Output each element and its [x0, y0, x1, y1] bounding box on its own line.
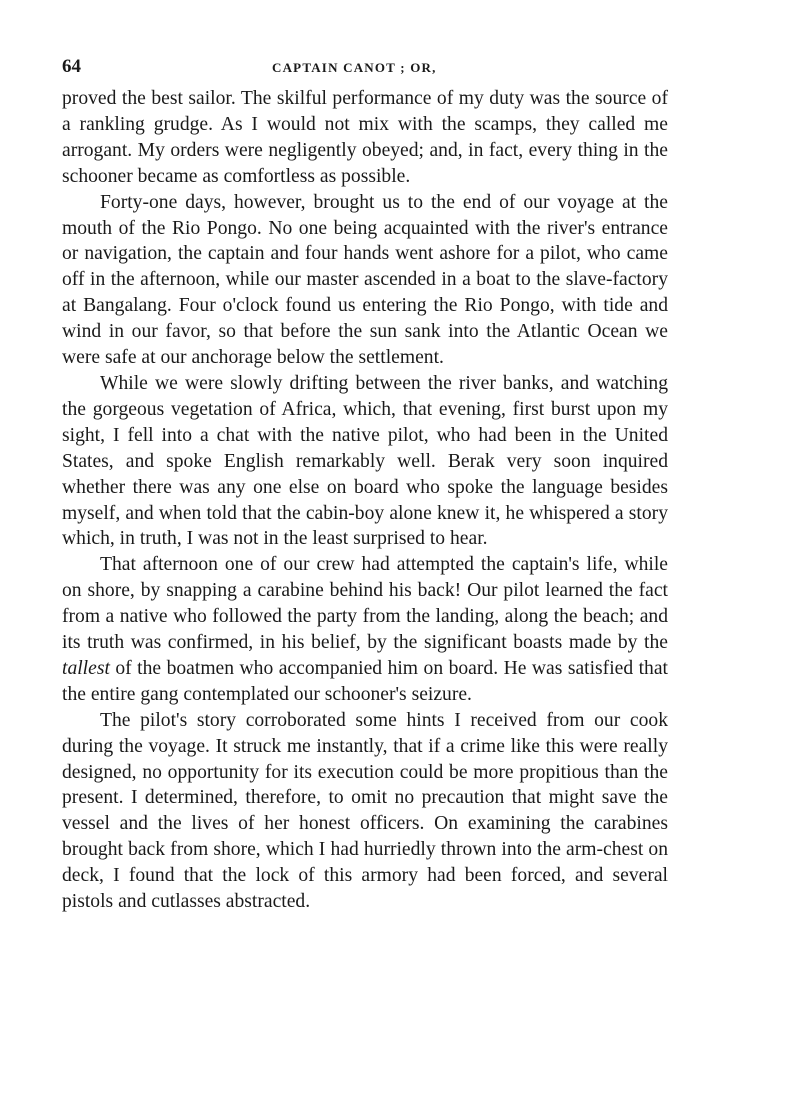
paragraph-4-part-2: of the boatmen who accompanied him on board. He was satisfied that the entire gang contemplated our schooner's seizure. [62, 657, 668, 705]
paragraph-4-part-1: That afternoon one of our crew had attempted the captain's life, while on shore, by snapping a carabine behind his back! Our pilot learned the fact from a native who followed the party from the landing, along the beach; and its truth was confirmed, in his belief, by the significant boasts made by the [62, 554, 668, 654]
page-number: 64 [62, 56, 81, 77]
running-head: CAPTAIN CANOT ; OR, [272, 60, 437, 75]
book-page [62, 52, 668, 915]
emphasized-word: tallest [62, 657, 110, 679]
paragraph-5: The pilot's story corroborated some hints I received from our cook during the voyage. It struck me instantly, that if a crime like this were really designed, no opportunity for its execution could be more propitious than the present. I determined, therefore, to omit no precaution that might save the vessel and the lives of her honest officers. On examining the carabines brought back from shore, which I had hurriedly thrown into the arm-chest on deck, I found that the lock of this armory had been forced, and several pistols and cutlasses abstracted. [62, 709, 668, 913]
paragraph-1: proved the best sailor. The skilful performance of my duty was the source of a rankling grudge. As I would not mix with the scamps, they called me arrogant. My orders were negligently obeyed; and, in fact, every thing in the schooner became as comfortless as possible. [62, 88, 668, 187]
page-header [62, 52, 668, 86]
body-text [62, 86, 668, 915]
paragraph-2: Forty-one days, however, brought us to the end of our voyage at the mouth of the Rio Pongo. No one being acquainted with the river's entrance or navigation, the captain and four hands went ashore for a pilot, who came off in the afternoon, while our master ascended in a boat to the slave-factory at Bangalang. Four o'clock found us entering the Rio Pongo, with tide and wind in our favor, so that before the sun sank into the Atlantic Ocean we were safe at our anchorage below the settlement. [62, 191, 668, 369]
paragraph-4 [62, 552, 668, 707]
paragraph-3: While we were slowly drifting between the river banks, and watching the gorgeous vegetation of Africa, which, that evening, first burst upon my sight, I fell into a chat with the native pilot, who had been in the United States, and spoke English remarkably well. Berak very soon inquired whether there was any one else on board who spoke the language besides myself, and when told that the cabin-boy alone knew it, he whispered a story which, in truth, I was not in the least surprised to hear. [62, 372, 668, 550]
